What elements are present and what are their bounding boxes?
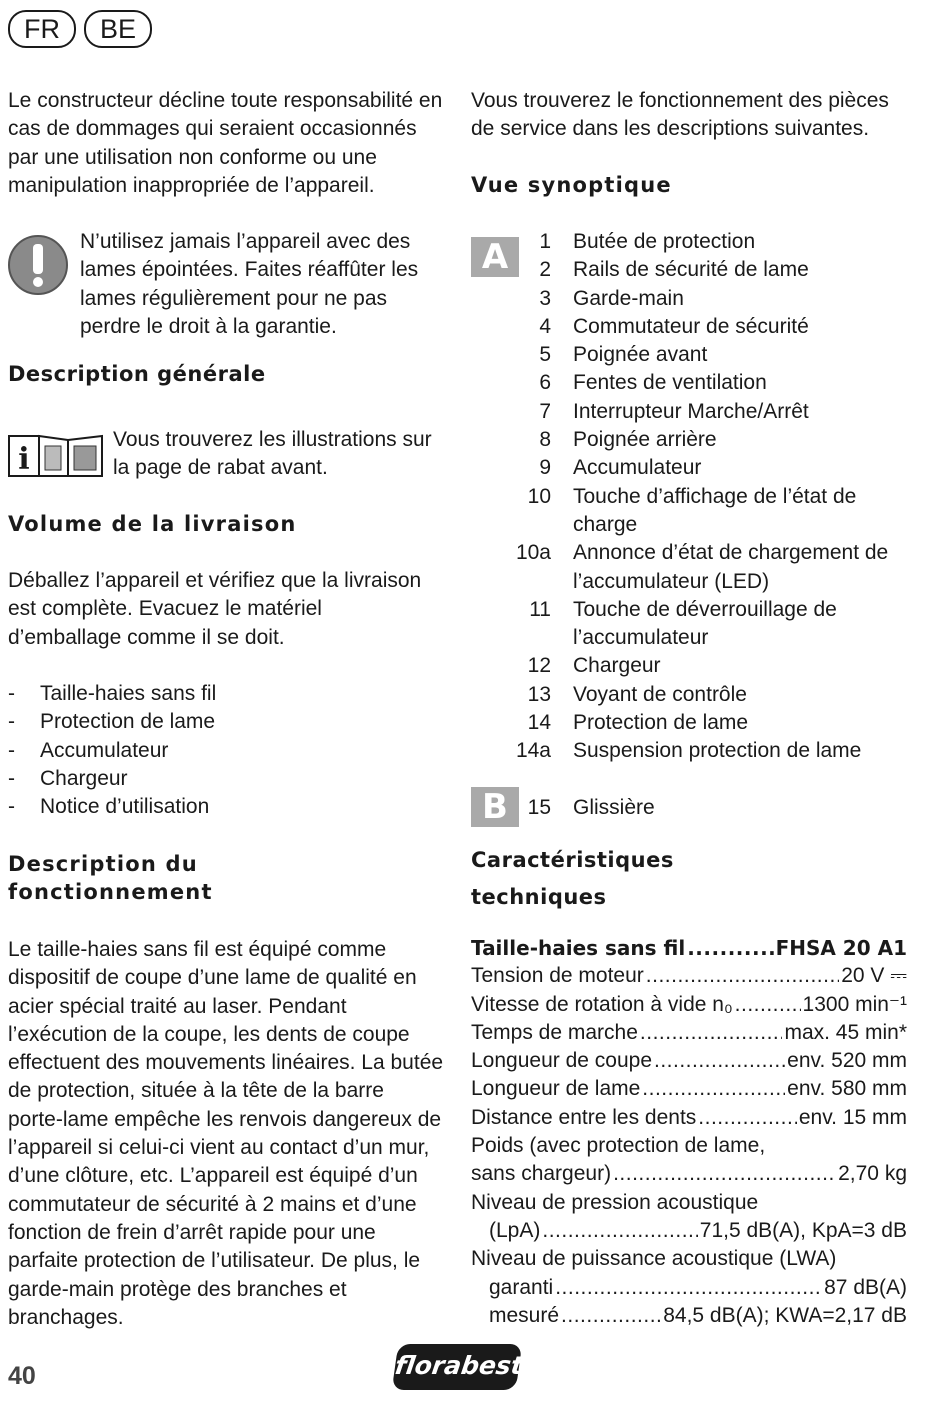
dot-leader <box>654 1047 785 1075</box>
list-item <box>471 681 911 709</box>
dot-leader <box>646 962 839 990</box>
service-parts-paragraph: Vous trouverez le fonctionnement des pièces de service dans les descriptions suivantes. <box>471 89 889 141</box>
part-label: Poignée avant <box>573 343 708 367</box>
part-number: 6 <box>539 371 551 395</box>
list-item: - Taille-haies sans fil <box>8 680 448 708</box>
info-illustration-icon <box>8 432 104 480</box>
part-label: Interrupteur Marche/Arrêt <box>573 399 809 423</box>
spec-header-label: Taille-haies sans fil <box>471 936 686 960</box>
list-item <box>471 737 911 765</box>
overview-heading: Vue synoptique <box>471 173 672 197</box>
spec-value: 87 dB(A) <box>824 1275 907 1299</box>
part-label: Fentes de ventilation <box>573 371 767 395</box>
part-label: Butée de protection <box>573 230 756 253</box>
function-heading <box>8 850 448 907</box>
part-number: 5 <box>539 343 551 367</box>
dot-leader <box>542 1217 697 1245</box>
table-row <box>471 1217 907 1245</box>
part-label: Accumulateur <box>573 456 702 480</box>
table-row <box>471 1075 907 1103</box>
part-number: 3 <box>539 286 551 310</box>
svg-text:i: i <box>18 442 30 477</box>
part-label: Annonce d’état de chargement de l’accumulateur (LED) <box>573 541 889 593</box>
part-label: Commutateur de sécurité <box>573 314 809 338</box>
spec-label: mesuré <box>489 1303 560 1327</box>
spec-label: Vitesse de rotation à vide n₀ <box>471 992 733 1016</box>
function-heading-line1: Description du <box>8 852 198 876</box>
dot-leader <box>687 934 773 962</box>
spec-label: Tension de moteur <box>471 964 644 988</box>
part-number: 4 <box>539 314 551 338</box>
spec-header-model: FHSA 20 A1 <box>775 936 907 960</box>
spec-value: 84,5 dB(A); KWA=2,17 dB <box>663 1303 907 1327</box>
general-description-heading: Description générale <box>8 362 266 386</box>
spec-label: Distance entre les dents <box>471 1105 697 1129</box>
part-label: Glissière <box>573 796 655 819</box>
list-item <box>471 398 911 426</box>
part-label: Voyant de contrôle <box>573 682 747 706</box>
part-label: Chargeur <box>573 654 661 678</box>
list-item <box>471 709 911 737</box>
list-item <box>471 285 911 313</box>
technical-data-heading <box>471 842 907 916</box>
part-number: 9 <box>539 456 551 480</box>
list-item <box>471 256 911 284</box>
function-paragraph: Le taille-haies sans fil est équipé comme dispositif de coupe d’une lame de qualité en acier spécial traité au laser. Pendant l’exécution de la coupe, les dents de coupe effectuent des mouvements linéaires. La butée de protection, située à la tête de la barre porte-lame empêche les renvois dangereux de l’appareil si celui-ci vient au contact d’un mur, d’une clôture, etc. L’appareil est équipé d’un commutateur de sécurité à 2 mains et d’une fonction de frein d’arrêt rapide pour une parfaite protection de l’utilisateur. De plus, le garde-main protège des branches et branchages. <box>8 938 444 1329</box>
figure-a-label: A <box>471 237 519 277</box>
warning-icon <box>7 234 69 296</box>
table-row <box>471 1104 907 1132</box>
table-row <box>471 962 907 990</box>
delivery-paragraph: Déballez l’appareil et vérifiez que la livraison est complète. Evacuez le matériel d’emballage comme il se doit. <box>8 569 422 649</box>
technical-heading-line1: Caractéristiques <box>471 848 674 872</box>
part-label: Garde-main <box>573 286 684 310</box>
part-number: 13 <box>527 682 551 706</box>
part-label: Touche d’affichage de l’état de charge <box>573 484 857 536</box>
list-item: - Protection de lame <box>8 708 448 736</box>
part-number: 11 <box>529 597 551 621</box>
spec-label: Temps de marche <box>471 1020 638 1044</box>
part-number: 15 <box>527 796 551 819</box>
part-label: Suspension protection de lame <box>573 739 862 763</box>
figure-b-label: B <box>471 787 519 827</box>
spec-label: garanti <box>489 1275 554 1299</box>
spec-header <box>471 934 907 962</box>
part-number: 2 <box>539 258 551 282</box>
part-number: 7 <box>539 399 551 423</box>
dot-leader <box>698 1104 797 1132</box>
part-number: 14a <box>515 739 551 763</box>
table-row <box>471 991 907 1019</box>
pressure-label: Niveau de pression acoustique <box>471 1190 759 1214</box>
dot-leader <box>642 1075 785 1103</box>
parts-list-a <box>471 228 911 766</box>
spec-label: sans chargeur) <box>471 1162 612 1186</box>
dot-leader <box>561 1302 661 1330</box>
list-item <box>471 313 911 341</box>
table-row <box>471 1302 907 1330</box>
list-item <box>471 454 911 482</box>
list-item: - Notice d’utilisation <box>8 793 448 821</box>
table-row <box>471 1019 907 1047</box>
technical-heading-line2: techniques <box>471 885 607 909</box>
list-item <box>471 652 911 680</box>
list-item <box>471 369 911 397</box>
spec-value: env. 520 mm <box>787 1049 907 1073</box>
part-number: 12 <box>527 654 551 678</box>
dot-leader <box>613 1160 836 1188</box>
part-number: 14 <box>527 711 551 735</box>
specs-table <box>471 934 907 1330</box>
power-label: Niveau de puissance acoustique (LWA) <box>471 1247 837 1271</box>
part-label: Protection de lame <box>573 711 749 735</box>
spec-value: 2,70 kg <box>838 1162 907 1186</box>
illustrations-note: Vous trouverez les illustrations sur la page de rabat avant. <box>113 428 432 480</box>
list-item <box>471 794 911 822</box>
weight-label-line1: Poids (avec protection de lame, <box>471 1134 766 1158</box>
part-number: 10 <box>527 484 551 508</box>
spec-value: 20 V ⎓ <box>841 964 907 988</box>
warning-text: N’utilisez jamais l’appareil avec des lames épointées. Faites réaffûter les lames régulièrement pour ne pas perdre le droit à la garantie. <box>80 230 419 338</box>
spec-value: env. 580 mm <box>787 1077 907 1101</box>
part-label: Touche de déverrouillage de l’accumulateur <box>573 597 837 650</box>
country-badge-be: BE <box>84 10 152 48</box>
list-item <box>471 228 911 256</box>
table-row <box>471 1047 907 1075</box>
list-item <box>471 341 911 369</box>
brand-logo: florabest <box>392 1344 522 1390</box>
dot-leader <box>555 1274 822 1302</box>
list-item <box>471 596 911 653</box>
table-row <box>471 1160 907 1188</box>
country-badge-fr: FR <box>8 10 76 48</box>
part-number: 8 <box>539 428 551 452</box>
function-heading-line2: fonctionnement <box>8 880 213 905</box>
part-number: 10a <box>515 541 551 565</box>
spec-label: Longueur de coupe <box>471 1049 652 1073</box>
spec-value: env. 15 mm <box>798 1105 907 1129</box>
dot-leader <box>640 1019 783 1047</box>
liability-paragraph: Le constructeur décline toute responsabilité en cas de dommages qui seraient occasionnés par une utilisation non conforme ou une manipulation inappropriée de l’appareil. <box>8 89 443 197</box>
list-item <box>471 539 911 596</box>
delivery-list <box>8 680 448 821</box>
part-label: Poignée arrière <box>573 428 717 452</box>
spec-value: max. 45 min* <box>784 1020 907 1044</box>
delivery-heading: Volume de la livraison <box>8 512 297 536</box>
spec-label: Longueur de lame <box>471 1077 641 1101</box>
dot-leader <box>735 991 801 1019</box>
list-item: - Chargeur <box>8 765 448 793</box>
list-item <box>471 426 911 454</box>
part-number: 1 <box>539 230 551 253</box>
spec-value: 71,5 dB(A), KpA=3 dB <box>699 1218 907 1242</box>
table-row <box>471 1274 907 1302</box>
page-number: 40 <box>8 1362 36 1390</box>
parts-list-b <box>471 794 911 822</box>
part-label: Rails de sécurité de lame <box>573 258 809 282</box>
spec-value: 1300 min⁻¹ <box>802 992 907 1016</box>
spec-label: (LpA) <box>489 1218 541 1242</box>
list-item <box>471 483 911 540</box>
list-item: - Accumulateur <box>8 737 448 765</box>
